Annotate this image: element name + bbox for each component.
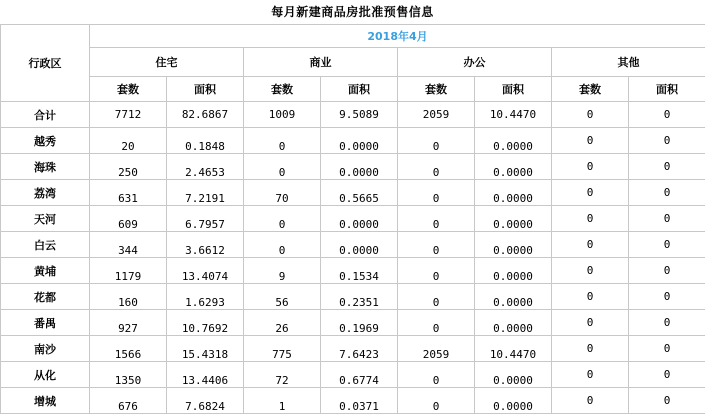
residential-units-cell: 344 (90, 232, 167, 258)
residential-units-cell: 676 (90, 388, 167, 414)
residential-units-cell: 1566 (90, 336, 167, 362)
other-units-cell: 0 (552, 180, 629, 206)
other-area-cell: 0 (629, 336, 705, 362)
region-name-cell: 越秀 (1, 128, 90, 154)
office-area-cell: 10.4470 (475, 336, 552, 362)
residential-area-cell: 6.7957 (167, 206, 244, 232)
commercial-units-cell: 72 (244, 362, 321, 388)
residential-units-cell: 1179 (90, 258, 167, 284)
other-units-cell: 0 (552, 284, 629, 310)
other-area-cell: 0 (629, 180, 705, 206)
commercial-units-cell: 775 (244, 336, 321, 362)
residential-area-cell: 3.6612 (167, 232, 244, 258)
category-header-row (1, 48, 705, 77)
office-area-cell: 0.0000 (475, 388, 552, 414)
commercial-area-cell: 0.0000 (321, 128, 398, 154)
presale-table (0, 24, 705, 414)
residential-area-cell: 82.6867 (167, 102, 244, 128)
office-units-cell: 0 (398, 180, 475, 206)
month-row (1, 25, 705, 48)
other-area-cell: 0 (629, 258, 705, 284)
report-title: 每月新建商品房批准预售信息 (271, 5, 434, 19)
table-row (1, 180, 705, 206)
category-header-residential: 住宅 (90, 48, 244, 77)
residential-area-cell: 0.1848 (167, 128, 244, 154)
residential-area-cell: 13.4406 (167, 362, 244, 388)
region-name-cell: 黄埔 (1, 258, 90, 284)
commercial-units-cell: 1 (244, 388, 321, 414)
residential-units-cell: 1350 (90, 362, 167, 388)
residential-area-cell: 10.7692 (167, 310, 244, 336)
residential-units-cell: 609 (90, 206, 167, 232)
commercial-area-cell: 0.1534 (321, 258, 398, 284)
month-label: 2018年4月 (90, 25, 705, 48)
commercial-area-cell: 0.5665 (321, 180, 398, 206)
subheader-units: 套数 (398, 77, 475, 102)
table-row (1, 232, 705, 258)
office-area-cell: 0.0000 (475, 154, 552, 180)
category-header-other: 其他 (552, 48, 705, 77)
other-area-cell: 0 (629, 310, 705, 336)
office-units-cell: 2059 (398, 336, 475, 362)
region-column-header: 行政区 (1, 25, 90, 102)
table-row (1, 154, 705, 180)
subheader-units: 套数 (552, 77, 629, 102)
total-row (1, 102, 705, 128)
office-units-cell: 0 (398, 128, 475, 154)
commercial-area-cell: 0.2351 (321, 284, 398, 310)
office-units-cell: 0 (398, 388, 475, 414)
other-units-cell: 0 (552, 388, 629, 414)
commercial-units-cell: 0 (244, 128, 321, 154)
table-body (1, 25, 705, 414)
commercial-units-cell: 0 (244, 154, 321, 180)
subheader-area: 面积 (167, 77, 244, 102)
region-name-cell: 荔湾 (1, 180, 90, 206)
office-area-cell: 0.0000 (475, 310, 552, 336)
commercial-units-cell: 0 (244, 206, 321, 232)
commercial-units-cell: 26 (244, 310, 321, 336)
office-area-cell: 0.0000 (475, 258, 552, 284)
office-area-cell: 0.0000 (475, 206, 552, 232)
office-units-cell: 0 (398, 232, 475, 258)
commercial-units-cell: 0 (244, 232, 321, 258)
region-name-cell: 花都 (1, 284, 90, 310)
office-units-cell: 0 (398, 362, 475, 388)
other-units-cell: 0 (552, 206, 629, 232)
office-units-cell: 0 (398, 310, 475, 336)
residential-area-cell: 7.2191 (167, 180, 244, 206)
residential-units-cell: 631 (90, 180, 167, 206)
residential-area-cell: 13.4074 (167, 258, 244, 284)
region-name-cell: 白云 (1, 232, 90, 258)
table-row (1, 388, 705, 414)
region-name-cell: 增城 (1, 388, 90, 414)
office-units-cell: 0 (398, 206, 475, 232)
other-units-cell: 0 (552, 128, 629, 154)
subheader-units: 套数 (90, 77, 167, 102)
commercial-area-cell: 0.0000 (321, 232, 398, 258)
other-area-cell: 0 (629, 232, 705, 258)
other-units-cell: 0 (552, 102, 629, 128)
commercial-area-cell: 0.0000 (321, 154, 398, 180)
office-units-cell: 0 (398, 284, 475, 310)
other-area-cell: 0 (629, 206, 705, 232)
office-area-cell: 0.0000 (475, 362, 552, 388)
region-name-cell: 南沙 (1, 336, 90, 362)
subheader-row (1, 77, 705, 102)
residential-units-cell: 7712 (90, 102, 167, 128)
region-name-cell: 番禺 (1, 310, 90, 336)
category-header-office: 办公 (398, 48, 552, 77)
table-row (1, 258, 705, 284)
other-units-cell: 0 (552, 336, 629, 362)
region-name-cell: 从化 (1, 362, 90, 388)
subheader-area: 面积 (629, 77, 705, 102)
table-row (1, 284, 705, 310)
region-name-cell: 天河 (1, 206, 90, 232)
table-row (1, 362, 705, 388)
other-units-cell: 0 (552, 310, 629, 336)
commercial-area-cell: 0.0000 (321, 206, 398, 232)
region-name-cell: 海珠 (1, 154, 90, 180)
region-name-cell: 合计 (1, 102, 90, 128)
subheader-units: 套数 (244, 77, 321, 102)
commercial-area-cell: 0.1969 (321, 310, 398, 336)
other-area-cell: 0 (629, 128, 705, 154)
table-row (1, 310, 705, 336)
office-area-cell: 0.0000 (475, 284, 552, 310)
commercial-area-cell: 0.0371 (321, 388, 398, 414)
office-area-cell: 0.0000 (475, 128, 552, 154)
residential-area-cell: 7.6824 (167, 388, 244, 414)
commercial-units-cell: 70 (244, 180, 321, 206)
residential-units-cell: 250 (90, 154, 167, 180)
commercial-area-cell: 9.5089 (321, 102, 398, 128)
subheader-area: 面积 (321, 77, 398, 102)
category-header-commercial: 商业 (244, 48, 398, 77)
commercial-area-cell: 7.6423 (321, 336, 398, 362)
commercial-units-cell: 1009 (244, 102, 321, 128)
other-area-cell: 0 (629, 388, 705, 414)
office-units-cell: 0 (398, 154, 475, 180)
other-units-cell: 0 (552, 154, 629, 180)
office-area-cell: 0.0000 (475, 180, 552, 206)
other-area-cell: 0 (629, 362, 705, 388)
other-area-cell: 0 (629, 284, 705, 310)
table-row (1, 128, 705, 154)
residential-units-cell: 20 (90, 128, 167, 154)
commercial-units-cell: 56 (244, 284, 321, 310)
residential-area-cell: 15.4318 (167, 336, 244, 362)
residential-area-cell: 1.6293 (167, 284, 244, 310)
other-area-cell: 0 (629, 154, 705, 180)
commercial-units-cell: 9 (244, 258, 321, 284)
table-row (1, 336, 705, 362)
other-area-cell: 0 (629, 102, 705, 128)
other-units-cell: 0 (552, 362, 629, 388)
table-row (1, 206, 705, 232)
office-units-cell: 2059 (398, 102, 475, 128)
residential-units-cell: 927 (90, 310, 167, 336)
commercial-area-cell: 0.6774 (321, 362, 398, 388)
other-units-cell: 0 (552, 258, 629, 284)
office-area-cell: 0.0000 (475, 232, 552, 258)
subheader-area: 面积 (475, 77, 552, 102)
other-units-cell: 0 (552, 232, 629, 258)
residential-area-cell: 2.4653 (167, 154, 244, 180)
office-units-cell: 0 (398, 258, 475, 284)
residential-units-cell: 160 (90, 284, 167, 310)
office-area-cell: 10.4470 (475, 102, 552, 128)
